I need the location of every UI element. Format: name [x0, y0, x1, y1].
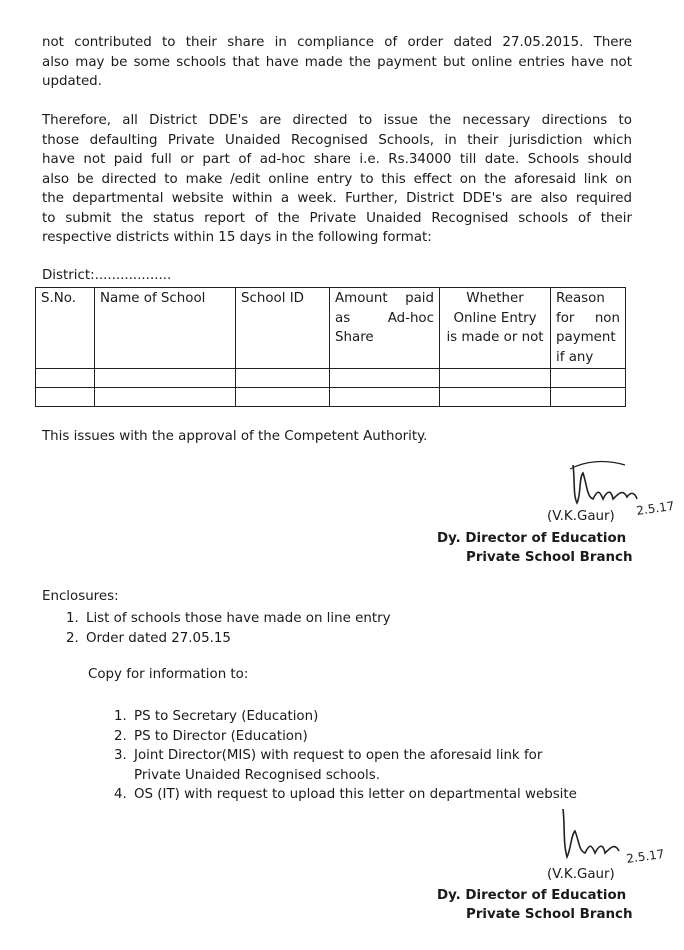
header-text: Whether [466, 291, 524, 306]
header-text: is made or not [446, 330, 544, 345]
list-number: 2. [114, 728, 127, 744]
copy-list [114, 707, 577, 805]
table-cell [440, 388, 551, 407]
approval-text: This issues with the approval of the Competent Authority. [42, 429, 428, 444]
header-text: Share [335, 330, 374, 345]
table-cell [36, 369, 95, 388]
district-label: District:.................. [42, 268, 172, 283]
list-item [114, 746, 577, 766]
paragraph-1-line: updated. [42, 74, 102, 89]
header-name-of-school [95, 288, 236, 369]
paragraph-1 [42, 33, 632, 92]
signature-2-graphic [555, 805, 670, 875]
list-text: Order dated 27.05.15 [86, 630, 231, 646]
header-text: School ID [241, 291, 304, 306]
svg-text:2.5.17: 2.5.17 [635, 498, 676, 518]
header-text: Amount paid [335, 291, 434, 306]
table-cell [330, 388, 440, 407]
table-cell [330, 369, 440, 388]
table-cell [551, 388, 626, 407]
list-number: 4. [114, 787, 127, 802]
list-text: PS to Secretary (Education) [134, 709, 319, 724]
status-report-format-table [35, 287, 626, 407]
list-text: PS to Director (Education) [134, 728, 308, 744]
list-number: 1. [66, 611, 79, 626]
header-reason [551, 288, 626, 369]
table-cell [36, 388, 95, 407]
signature-1-name: (V.K.Gaur) [547, 509, 615, 524]
svg-text:2.5.17: 2.5.17 [625, 846, 666, 866]
header-sno [36, 288, 95, 369]
table-cell [236, 369, 330, 388]
list-item [114, 727, 577, 747]
signature-1-branch: Private School Branch [466, 550, 633, 565]
signature-2-designation: Dy. Director of Education [437, 888, 627, 903]
signature-2-branch: Private School Branch [466, 907, 633, 922]
header-text: as Ad-hoc [335, 310, 434, 326]
list-item [114, 785, 577, 805]
header-text: Online Entry [453, 310, 537, 326]
header-text: if any [556, 349, 594, 365]
list-text: OS (IT) with request to upload this letter on departmental website [134, 787, 577, 802]
copy-heading: Copy for information to: [88, 667, 249, 682]
header-text: S.No. [41, 291, 76, 306]
table-cell [236, 388, 330, 407]
paragraph-1-line: also may be some schools that have made the payment but online entries have not [42, 54, 632, 70]
list-number: 2. [66, 630, 79, 646]
enclosures-heading: Enclosures: [42, 589, 119, 604]
paragraph-2-line: Therefore, all District DDE's are directed to issue the necessary directions to [42, 113, 632, 128]
table-header-row [36, 288, 626, 369]
enclosures-list [66, 609, 391, 648]
paragraph-1-line: not contributed to their share in compliance of order dated 27.05.2015. There [42, 35, 632, 50]
table-row [36, 369, 626, 388]
signature-1-designation: Dy. Director of Education [437, 531, 627, 546]
header-text: payment [556, 330, 616, 345]
list-number: 3. [114, 748, 127, 763]
list-text: Private Unaided Recognised schools. [134, 767, 380, 783]
list-item [66, 629, 391, 649]
table-cell [95, 369, 236, 388]
header-online-entry [440, 288, 551, 369]
list-item [66, 609, 391, 629]
paragraph-2-line: also be directed to make /edit online entry to this effect on the aforesaid link on [42, 171, 632, 187]
header-text: for non [556, 310, 620, 326]
table-cell [95, 388, 236, 407]
list-item [114, 766, 577, 786]
paragraph-2-line: respective districts within 15 days in the following format: [42, 230, 432, 245]
table-cell [551, 369, 626, 388]
paragraph-2-line: to submit the status report of the Private Unaided Recognised schools of their [42, 210, 632, 226]
list-number: 1. [114, 709, 127, 724]
paragraph-2-line: have not paid full or part of ad-hoc share i.e. Rs.34000 till date. Schools should [42, 152, 632, 167]
table-cell [440, 369, 551, 388]
list-text: List of schools those have made on line entry [86, 611, 391, 626]
paragraph-2 [42, 111, 632, 248]
header-school-id [236, 288, 330, 369]
table-row [36, 388, 626, 407]
list-item [114, 707, 577, 727]
signature-2-name: (V.K.Gaur) [547, 867, 615, 882]
header-text: Name of School [100, 291, 206, 306]
list-text: Joint Director(MIS) with request to open the aforesaid link for [134, 748, 543, 763]
paragraph-2-line: those defaulting Private Unaided Recognised Schools, in their jurisdiction which [42, 132, 632, 148]
header-text: Reason [556, 291, 605, 306]
paragraph-2-line: the departmental website within a week. Further, District DDE's are also required [42, 191, 632, 206]
header-amount-paid [330, 288, 440, 369]
